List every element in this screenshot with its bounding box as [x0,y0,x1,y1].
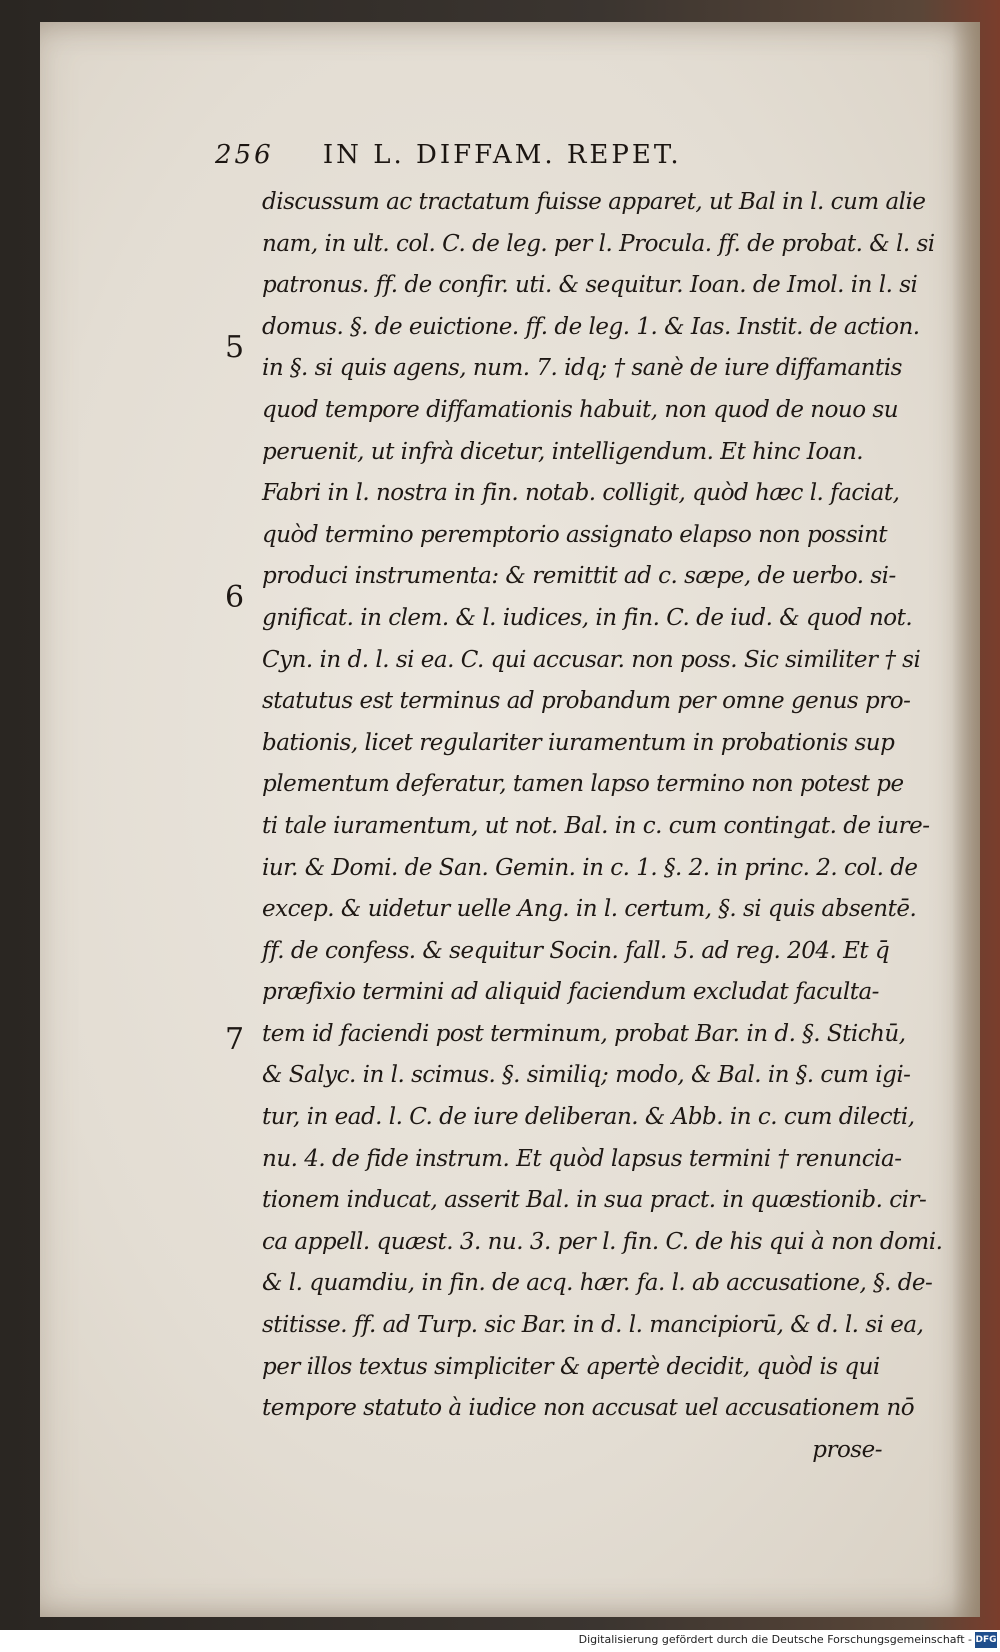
text-line: gnificat. in clem. & l. iudices, in fin. C. de iud. & quod not. [262,604,913,631]
text-line: per illos textus simpliciter & apertè decidit, quòd is qui [262,1353,880,1380]
funding-credit: Digitalisierung gefördert durch die Deutsche Forschungsgemeinschaft - [578,1633,972,1646]
catchword: prose- [812,1436,882,1463]
dfg-logo: DFG [975,1632,997,1648]
margin-number-5: 5 [225,330,245,365]
running-header [215,140,855,170]
text-line: domus. §. de euictione. ff. de leg. 1. & Ias. Instit. de action. [262,313,920,340]
digitization-footer [0,1630,1000,1652]
text-line: & l. quamdiu, in fin. de acq. hær. fa. l. ab accusatione, §. de- [262,1270,933,1297]
text-line: ti tale iuramentum, ut not. Bal. in c. cum contingat. de iure- [262,812,930,839]
text-line: patronus. ff. de confir. uti. & sequitur. Ioan. de Imol. in l. si [262,272,918,299]
text-line: tur, in ead. l. C. de iure deliberan. & Abb. in c. cum dilecti, [262,1104,915,1131]
running-title: IN L. DIFFAM. REPET. [322,140,682,170]
text-line: iur. & Domi. de San. Gemin. in c. 1. §. 2. in princ. 2. col. de [262,854,918,881]
page-edge-shadow [952,22,980,1617]
text-line: nam, in ult. col. C. de leg. per l. Procula. ff. de probat. & l. si [262,230,935,257]
text-line: in §. si quis agens, num. 7. idq; † sanè de iure diffamantis [262,355,902,382]
text-line: ca appell. quæst. 3. nu. 3. per l. fin. C. de his qui à non domi. [262,1228,943,1255]
text-line: plementum deferatur, tamen lapso termino non potest pe [262,771,904,798]
text-line: discussum ac tractatum fuisse apparet, ut Bal in l. cum alie [262,189,926,215]
page-number: 256 [215,140,274,170]
text-line: & Salyc. in l. scimus. §. similiq; modo, & Bal. in §. cum igi- [262,1062,911,1089]
text-line: stitisse. ff. ad Turp. sic Bar. in d. l. mancipiorū, & d. l. si ea, [262,1312,924,1339]
text-line: bationis, licet regulariter iuramentum in probationis sup [262,729,895,756]
text-line: præfixio termini ad aliquid faciendum excludat faculta- [262,979,879,1006]
text-line: Cyn. in d. l. si ea. C. qui accusar. non poss. Sic similiter † si [262,646,921,673]
body-text [262,182,942,1471]
text-line: quod tempore diffamationis habuit, non quod de nouo su [262,396,899,423]
margin-number-6: 6 [225,580,245,615]
text-line: peruenit, ut infrà dicetur, intelligendum. Et hinc Ioan. [262,438,864,465]
text-line: tempore statuto à iudice non accusat uel accusationem nō [262,1395,915,1422]
text-line: ff. de confess. & sequitur Socin. fall. 5. ad reg. 204. Et q̄ [262,937,890,964]
text-line: tionem inducat, asserit Bal. in sua pract. in quæstionib. cir- [262,1187,927,1214]
text-line: produci instrumenta: & remittit ad c. sæpe, de uerbo. si- [262,563,896,590]
margin-number-7: 7 [225,1022,245,1057]
text-line: quòd termino peremptorio assignato elapso non possint [262,521,888,548]
text-line: tem id faciendi post terminum, probat Bar. in d. §. Stichū, [262,1020,906,1047]
text-line: Fabri in l. nostra in fin. notab. colligit, quòd hæc l. faciat, [262,480,900,507]
text-line: statutus est terminus ad probandum per omne genus pro- [262,688,911,715]
text-line: excep. & uidetur uelle Ang. in l. certum, §. si quis absentē. [262,896,917,923]
text-line: nu. 4. de fide instrum. Et quòd lapsus termini † renuncia- [262,1145,902,1172]
